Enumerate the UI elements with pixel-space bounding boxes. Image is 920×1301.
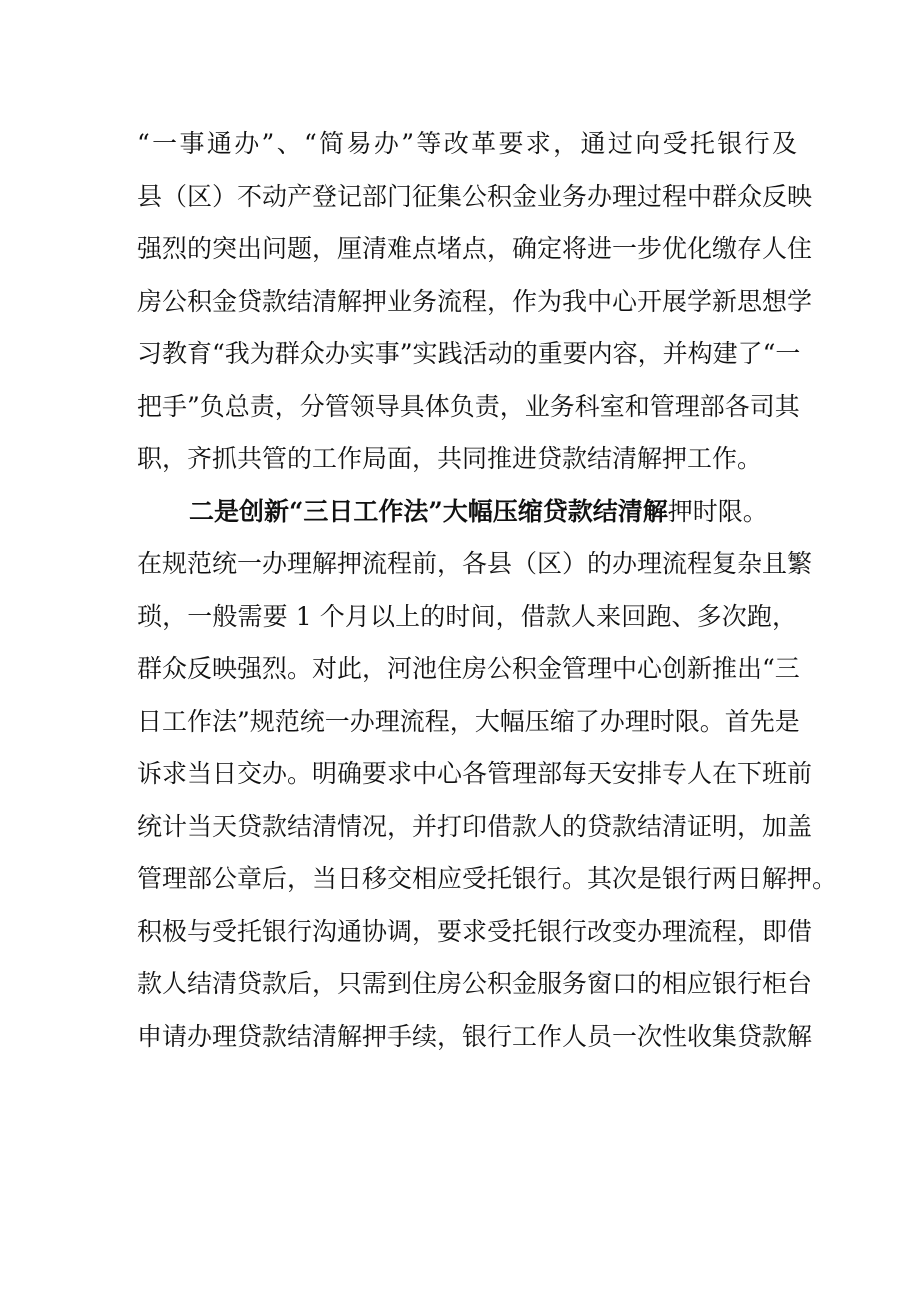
- text-line: 强烈的突出问题，厘清难点堵点，确定将进一步优化缴存人住: [137, 234, 813, 263]
- paragraph-2: [137, 486, 838, 1064]
- text-line: 管理部公章后，当日移交相应受托银行。其次是银行两日解押。: [137, 864, 838, 893]
- text-line: 把手”负总责，分管领导具体负责，业务科室和管理部各司其: [137, 391, 800, 421]
- paragraph-heading-bold: 二是创新“三日工作法”大幅压缩贷款结清解: [189, 496, 668, 526]
- text-line: 县（区）不动产登记部门征集公积金业务办理过程中群众反映: [137, 181, 813, 211]
- text-line: 习教育“我为群众办实事”实践活动的重要内容，并构建了“一: [137, 339, 801, 368]
- paragraph-1: [137, 118, 813, 486]
- text-line: 款人结清贷款后，只需到住房公积金服务窗口的相应银行柜台: [137, 969, 813, 998]
- text-line: 日工作法”规范统一办理流程，大幅压缩了办理时限。首先是: [137, 706, 800, 736]
- text-line: “一事通办”、“简易办”等改革要求，通过向受托银行及: [137, 129, 797, 158]
- text-line: 职，齐抓共管的工作局面，共同推进贷款结清解押工作。: [137, 444, 763, 473]
- text-line: 积极与受托银行沟通协调，要求受托银行改变办理流程，即借: [137, 916, 813, 946]
- paragraph-heading-rest: 押时限。: [667, 496, 768, 526]
- text-line: 诉求当日交办。明确要求中心各管理部每天安排专人在下班前: [137, 759, 813, 788]
- paragraph-heading-line: [137, 486, 797, 539]
- text-line: 在规范统一办理解押流程前，各县（区）的办理流程复杂且繁: [137, 549, 813, 578]
- text-line: 群众反映强烈。对此，河池住房公积金管理中心创新推出“三: [137, 654, 800, 683]
- text-line: 房公积金贷款结清解押业务流程，作为我中心开展学新思想学: [137, 286, 813, 316]
- document-body: [137, 118, 838, 1063]
- text-line: 申请办理贷款结清解押手续，银行工作人员一次性收集贷款解: [137, 1021, 813, 1051]
- text-line: 统计当天贷款结清情况，并打印借款人的贷款结清证明，加盖: [137, 811, 813, 841]
- text-line: 琐，一般需要 1 个月以上的时间，借款人来回跑、多次跑，: [137, 601, 797, 631]
